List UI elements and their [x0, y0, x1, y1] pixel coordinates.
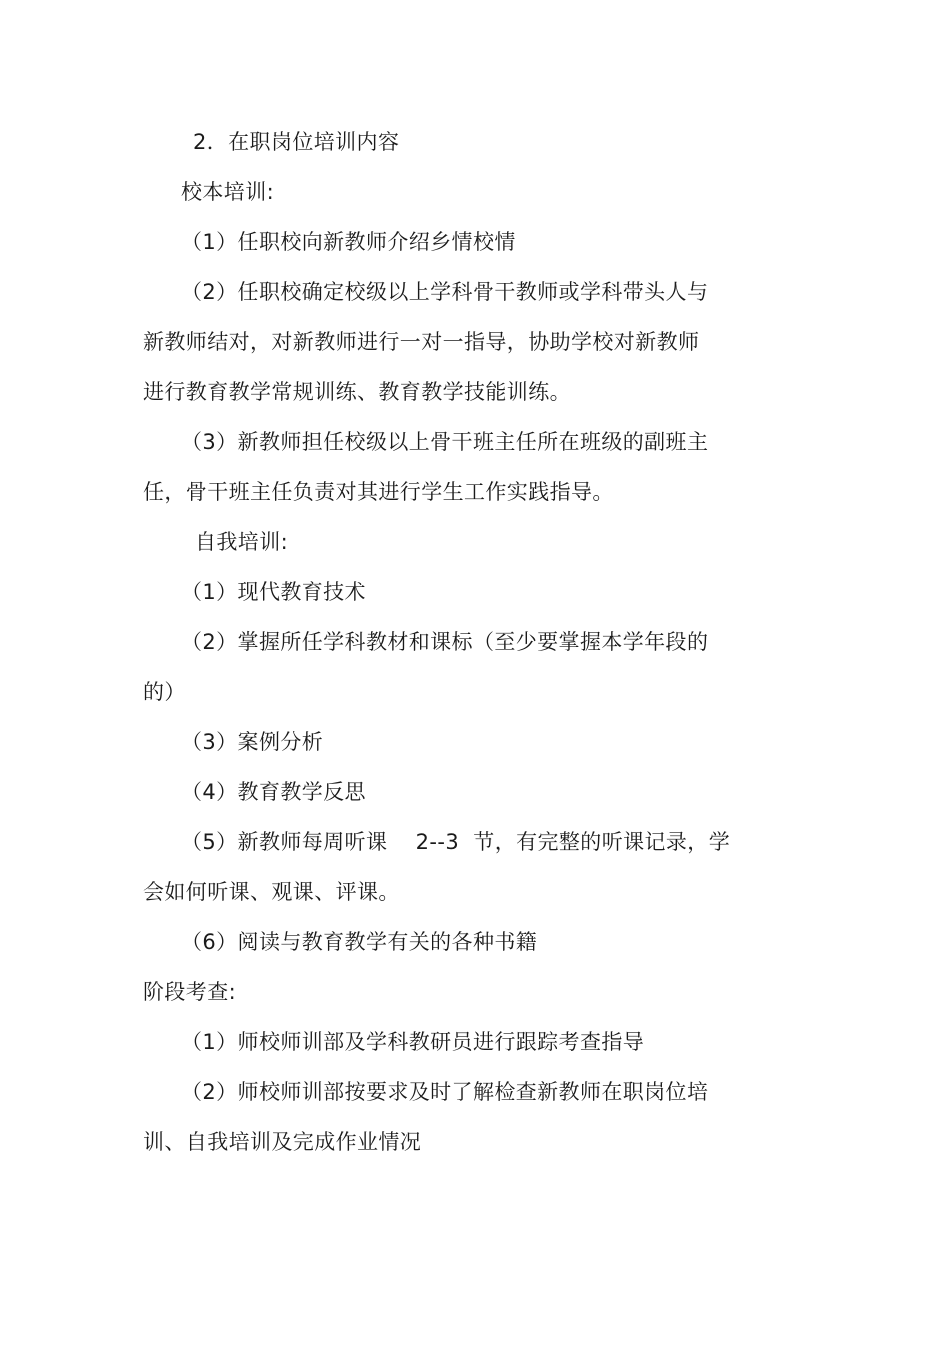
- school-training-label: 校本培训:: [181, 180, 275, 204]
- school-training-item-3-line-2: 任，骨干班主任负责对其进行学生工作实践指导。: [143, 480, 614, 504]
- self-training-item-4: （4）教育教学反思: [181, 780, 366, 804]
- school-training-item-2-line-2: 新教师结对，对新教师进行一对一指导，协助学校对新教师: [143, 330, 700, 354]
- self-training-item-3: （3）案例分析: [181, 730, 324, 754]
- self-training-label: 自我培训:: [195, 530, 289, 554]
- self-training-item-6: （6）阅读与教育教学有关的各种书籍: [181, 930, 538, 954]
- self-training-item-5-line-1: （5）新教师每周听课 2--3 节，有完整的听课记录，学: [181, 830, 731, 854]
- stage-check-item-2-line-1: （2）师校师训部按要求及时了解检查新教师在职岗位培: [181, 1080, 709, 1104]
- school-training-item-1: （1）任职校向新教师介绍乡情校情: [181, 230, 516, 254]
- self-training-item-1: （1）现代教育技术: [181, 580, 366, 604]
- self-training-item-5-line-2: 会如何听课、观课、评课。: [143, 880, 400, 904]
- section-heading: 2．在职岗位培训内容: [193, 130, 400, 154]
- school-training-item-3-line-1: （3）新教师担任校级以上骨干班主任所在班级的副班主: [181, 430, 709, 454]
- self-training-item-2-line-2: 的）: [143, 680, 186, 704]
- school-training-item-2-line-3: 进行教育教学常规训练、教育教学技能训练。: [143, 380, 571, 404]
- school-training-item-2-line-1: （2）任职校确定校级以上学科骨干教师或学科带头人与: [181, 280, 709, 304]
- self-training-item-2-line-1: （2）掌握所任学科教材和课标（至少要掌握本学年段的: [181, 630, 709, 654]
- stage-check-label: 阶段考查:: [143, 980, 237, 1004]
- stage-check-item-1: （1）师校师训部及学科教研员进行跟踪考查指导: [181, 1030, 645, 1054]
- stage-check-item-2-line-2: 训、自我培训及完成作业情况: [143, 1130, 422, 1154]
